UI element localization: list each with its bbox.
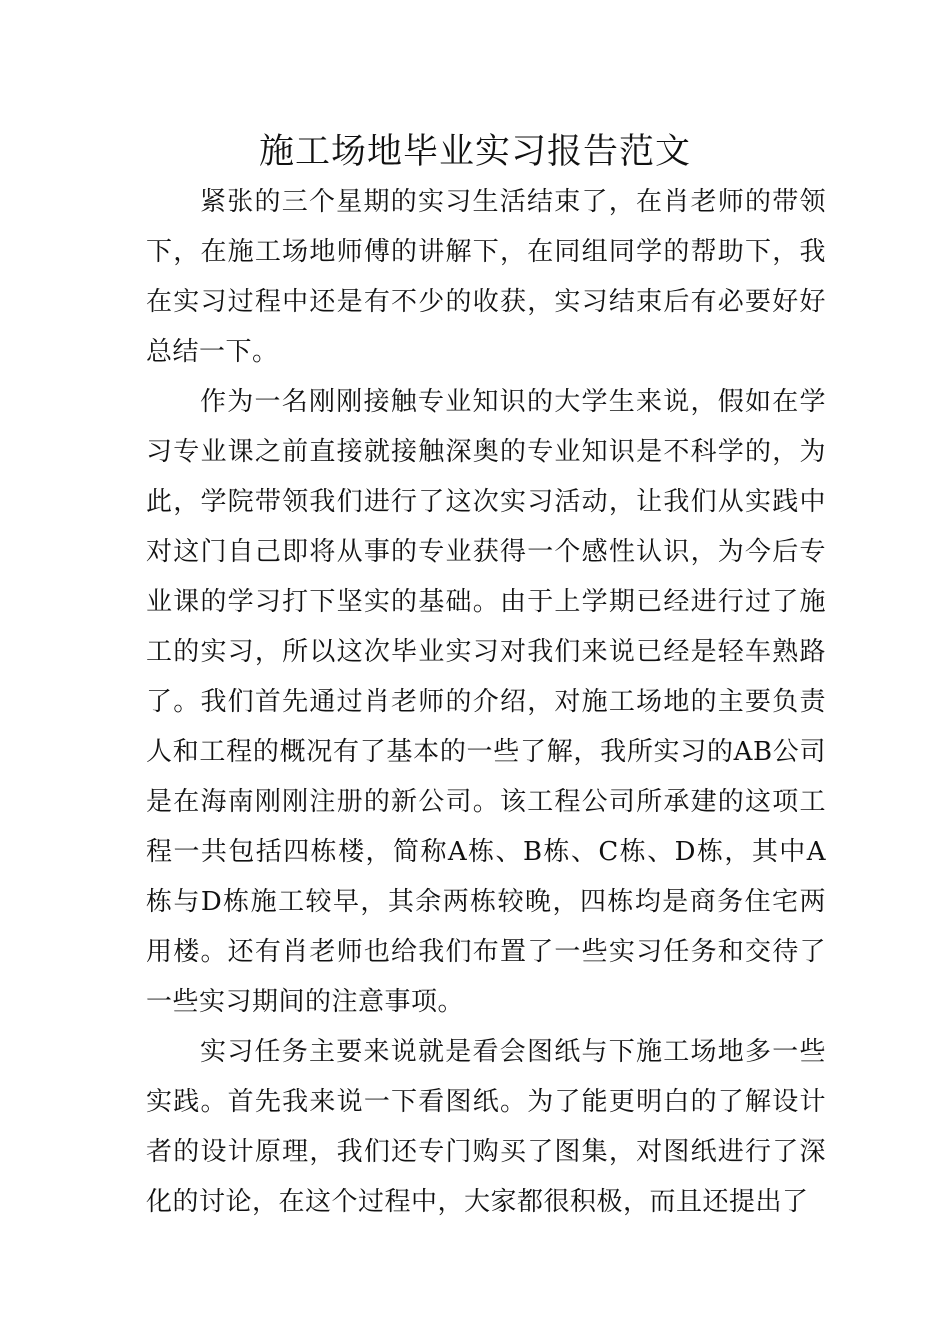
paragraph-3: 实习任务主要来说就是看会图纸与下施工场地多一些实践。首先我来说一下看图纸。为了能更明白的了解设计者的设计原理，我们还专门购买了图集，对图纸进行了深化的讨论，在这个过程中，大家都很积极，而且还提出了 xyxy=(146,1037,826,1217)
document-title: 施工场地毕业实习报告范文 xyxy=(258,132,691,172)
document-body xyxy=(146,177,826,1227)
paragraph-1: 紧张的三个星期的实习生活结束了，在肖老师的带领下，在施工场地师傅的讲解下，在同组同学的帮助下，我在实习过程中还是有不少的收获，实习结束后有必要好好总结一下。 xyxy=(146,187,826,367)
paragraph-2: 作为一名刚刚接触专业知识的大学生来说，假如在学习专业课之前直接就接触深奥的专业知识是不科学的，为此，学院带领我们进行了这次实习活动，让我们从实践中对这门自己即将从事的专业获得一个感性认识，为今后专业课的学习打下坚实的基础。由于上学期已经进行过了施工的实习，所以这次毕业实习对我们来说已经是轻车熟路了。我们首先通过肖老师的介绍，对施工场地的主要负责人和工程的概况有了基本的一些了解，我所实习的AB公司是在海南刚刚注册的新公司。该工程公司所承建的这项工程一共包括四栋楼，简称A栋、B栋、C栋、D栋，其中A栋与D栋施工较早，其余两栋较晚，四栋均是商务住宅两用楼。还有肖老师也给我们布置了一些实习任务和交待了一些实习期间的注意事项。 xyxy=(146,387,826,1017)
